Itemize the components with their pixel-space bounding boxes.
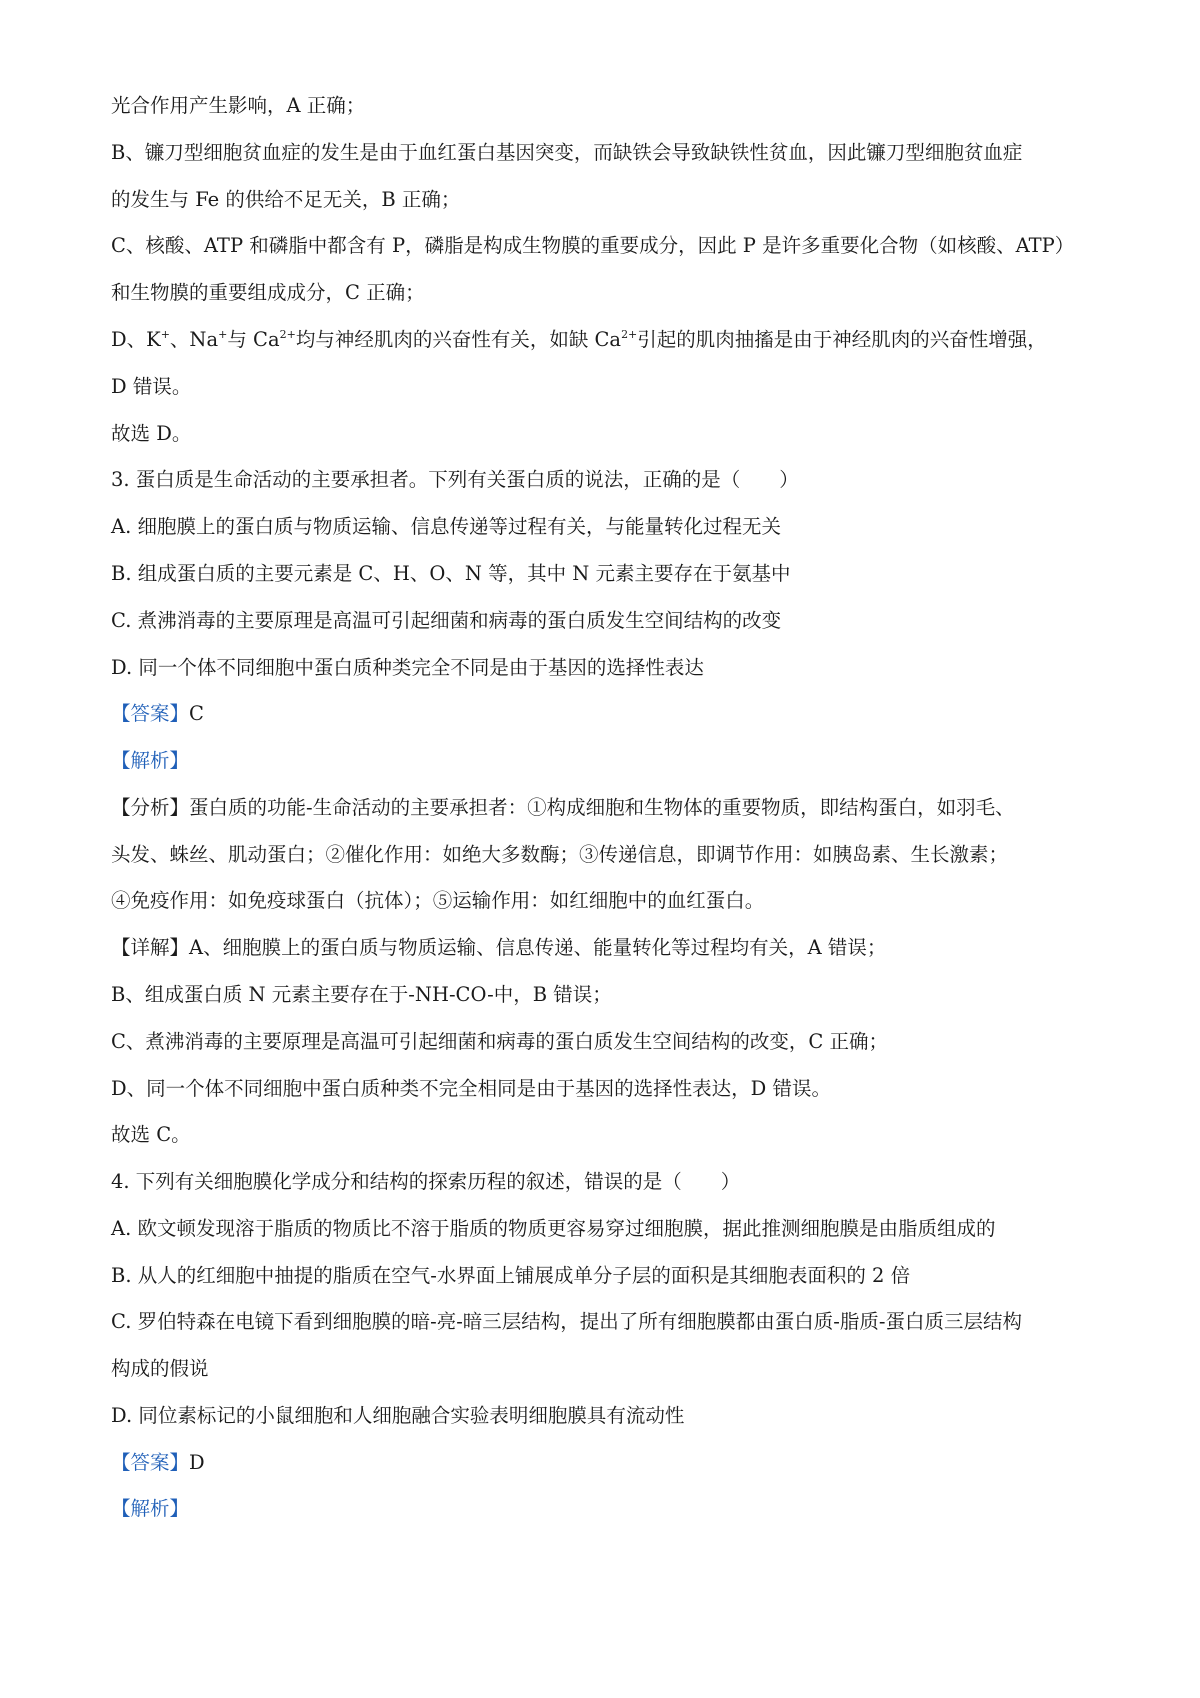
prev-explanation-b-line1: B、镰刀型细胞贫血症的发生是由于血红蛋白基因突变，而缺铁会导致缺铁性贫血，因此镰刀型细胞贫血症 <box>111 141 1023 164</box>
q3-xiangjie-c: C、煮沸消毒的主要原理是高温可引起细菌和病毒的蛋白质发生空间结构的改变，C 正确； <box>111 1030 889 1053</box>
d-text-part3: 与 Ca <box>227 328 280 351</box>
prev-explanation-d-line2: D 错误。 <box>111 375 192 398</box>
d-text-part5: 引起的肌肉抽搐是由于神经肌肉的兴奋性增强， <box>637 328 1047 351</box>
ca-ion-charge-2: 2+ <box>621 328 638 341</box>
q4-answer-label: 【答案】 <box>111 1451 190 1474</box>
q3-option-c: C. 煮沸消毒的主要原理是高温可引起细菌和病毒的蛋白质发生空间结构的改变 <box>111 609 782 632</box>
q3-fenxi-text1: 蛋白质的功能-生命活动的主要承担者：①构成细胞和生物体的重要物质，即结构蛋白，如羽毛、 <box>189 796 1015 819</box>
q4-option-c-line1: C. 罗伯特森在电镜下看到细胞膜的暗-亮-暗三层结构，提出了所有细胞膜都由蛋白质-脂质-蛋白质三层结构 <box>111 1310 1022 1333</box>
q3-conclusion: 故选 C。 <box>111 1123 191 1146</box>
d-text-part4: 均与神经肌肉的兴奋性有关，如缺 Ca <box>295 328 622 351</box>
q3-xiangjie-a-text: A、细胞膜上的蛋白质与物质运输、信息传递、能量转化等过程均有关，A 错误； <box>189 936 887 959</box>
q3-xiangjie-b: B、组成蛋白质 N 元素主要存在于-NH-CO-中，B 错误； <box>111 983 612 1006</box>
k-ion-charge: + <box>160 328 170 341</box>
q4-option-b: B. 从人的红细胞中抽提的脂质在空气-水界面上铺展成单分子层的面积是其细胞表面积的 2 倍 <box>111 1264 911 1287</box>
q3-option-d: D. 同一个体不同细胞中蛋白质种类完全不同是由于基因的选择性表达 <box>111 656 704 679</box>
q4-option-d: D. 同位素标记的小鼠细胞和人细胞融合实验表明细胞膜具有流动性 <box>111 1404 685 1427</box>
prev-explanation-b-line2: 的发生与 Fe 的供给不足无关，B 正确； <box>111 188 461 211</box>
q3-stem: 3. 蛋白质是生命活动的主要承担者。下列有关蛋白质的说法，正确的是（ ） <box>111 468 799 491</box>
q3-fenxi-line2: 头发、蛛丝、肌动蛋白；②催化作用：如绝大多数酶；③传递信息，即调节作用：如胰岛素、生长激素； <box>111 843 1009 866</box>
q3-fenxi-line3: ④免疫作用：如免疫球蛋白（抗体）；⑤运输作用：如红细胞中的血红蛋白。 <box>111 889 765 912</box>
prev-explanation-c-line2: 和生物膜的重要组成成分，C 正确； <box>111 281 425 304</box>
q3-fenxi-line1 <box>111 794 1015 822</box>
q4-answer-value: D <box>189 1451 205 1474</box>
q3-xiangjie-label: 【详解】 <box>111 936 190 959</box>
q3-analysis-label: 【解析】 <box>111 749 190 772</box>
q3-option-b: B. 组成蛋白质的主要元素是 C、H、O、N 等，其中 N 元素主要存在于氨基中 <box>111 562 791 585</box>
q4-answer <box>111 1449 205 1477</box>
d-text-part2: 、Na <box>169 328 219 351</box>
q4-option-c-line2: 构成的假说 <box>111 1357 209 1380</box>
q3-answer <box>111 700 204 728</box>
prev-explanation-d-line1 <box>111 326 1047 354</box>
q4-analysis-label: 【解析】 <box>111 1497 190 1520</box>
q3-xiangjie-d: D、同一个体不同细胞中蛋白质种类不完全相同是由于基因的选择性表达，D 错误。 <box>111 1077 831 1100</box>
q3-answer-value: C <box>189 702 204 725</box>
prev-explanation-c-line1: C、核酸、ATP 和磷脂中都含有 P，磷脂是构成生物膜的重要成分，因此 P 是许多重要化合物（如核酸、ATP） <box>111 234 1075 257</box>
na-ion-charge: + <box>218 328 228 341</box>
q3-fenxi-label: 【分析】 <box>111 796 190 819</box>
q3-xiangjie-a <box>111 934 886 962</box>
d-text-part1: D、K <box>111 328 161 351</box>
q4-option-a: A. 欧文顿发现溶于脂质的物质比不溶于脂质的物质更容易穿过细胞膜，据此推测细胞膜是由脂质组成的 <box>111 1217 996 1240</box>
ca-ion-charge: 2+ <box>279 328 296 341</box>
q3-option-a: A. 细胞膜上的蛋白质与物质运输、信息传递等过程有关，与能量转化过程无关 <box>111 515 781 538</box>
q4-stem: 4. 下列有关细胞膜化学成分和结构的探索历程的叙述，错误的是（ ） <box>111 1170 741 1193</box>
prev-explanation-a-end: 光合作用产生影响，A 正确； <box>111 94 366 117</box>
q3-answer-label: 【答案】 <box>111 702 190 725</box>
prev-conclusion: 故选 D。 <box>111 422 192 445</box>
